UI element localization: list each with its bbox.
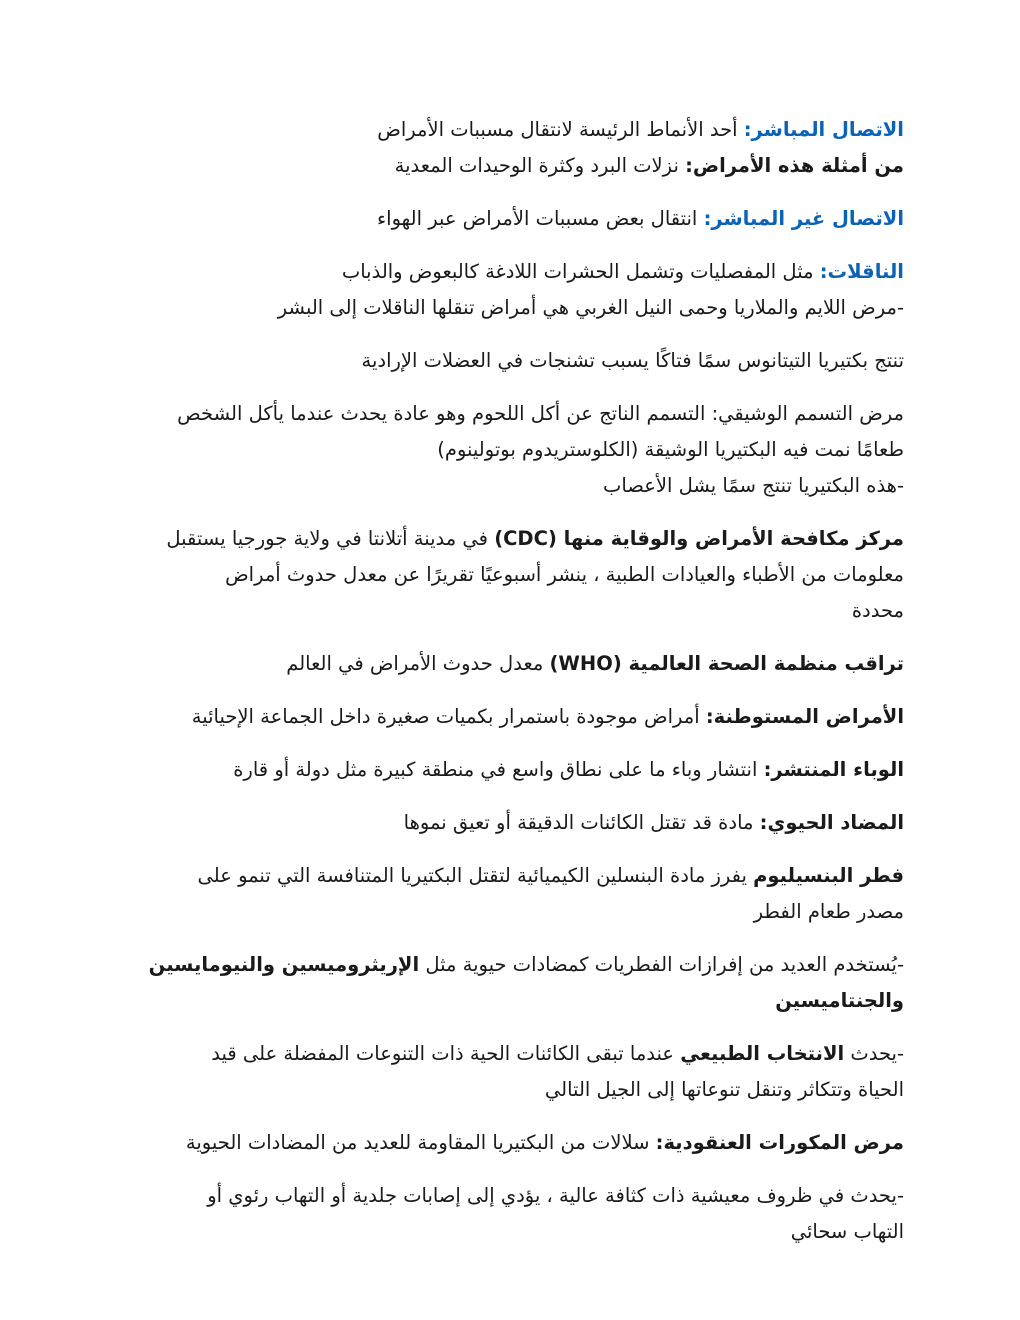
line <box>118 557 904 593</box>
line-text: مثل المفصليات وتشمل الحشرات اللادغة كالبعوض والذباب <box>341 260 820 283</box>
line-text: في مدينة أتلانتا في ولاية جورجيا يستقبل <box>166 527 495 550</box>
line-text: مرض التسمم الوشيقي: التسمم الناتج عن أكل اللحوم وهو عادة يحدث عندما يأكل الشخص <box>177 402 904 425</box>
line-text: نزلات البرد وكثرة الوحيدات المعدية <box>394 154 686 177</box>
paragraph-vectors <box>118 254 904 326</box>
line <box>118 254 904 290</box>
line <box>118 201 904 237</box>
line-text: -مرض اللايم والملاريا وحمى النيل الغربي هي أمراض تنقلها الناقلات إلى البشر <box>277 296 904 319</box>
document-page <box>118 112 904 1267</box>
term-label: مرض المكورات العنقودية: <box>655 1131 904 1154</box>
line <box>118 290 904 326</box>
line-text: التهاب سحائي <box>790 1220 904 1243</box>
line <box>118 752 904 788</box>
line <box>118 1214 904 1250</box>
line-text: معلومات من الأطباء والعيادات الطبية ، ينشر أسبوعيًا تقريرًا عن معدل حدوث أمراض <box>225 563 904 586</box>
line-text: تنتج بكتيريا التيتانوس سمًا فتاكًا يسبب تشنجات في العضلات الإرادية <box>361 349 904 372</box>
line <box>118 858 904 894</box>
line-text: -يحدث في ظروف معيشية ذات كثافة عالية ، يؤدي إلى إصابات جلدية أو التهاب رئوي أو <box>207 1184 904 1207</box>
line <box>118 646 904 682</box>
line <box>118 947 904 983</box>
line-text: انتشار وباء ما على نطاق واسع في منطقة كبيرة مثل دولة أو قارة <box>233 758 764 781</box>
paragraph-fungal-antibiotics <box>118 947 904 1019</box>
paragraph-botulism <box>118 396 904 504</box>
paragraph-penicillium <box>118 858 904 930</box>
paragraph-who <box>118 646 904 682</box>
line-text: -يحدث <box>844 1042 904 1065</box>
paragraph-tetanus <box>118 343 904 379</box>
line <box>118 1125 904 1161</box>
term-label: الاتصال غير المباشر: <box>703 207 904 230</box>
paragraph-natural-selection <box>118 1036 904 1108</box>
line-text: مادة قد تقتل الكائنات الدقيقة أو تعيق نموها <box>403 811 760 834</box>
paragraph-staph-conditions <box>118 1178 904 1250</box>
line <box>118 593 904 629</box>
term-label: فطر البنسيليوم <box>753 864 904 887</box>
term-label: المضاد الحيوي: <box>759 811 904 834</box>
line <box>118 805 904 841</box>
line-text: أمراض موجودة باستمرار بكميات صغيرة داخل الجماعة الإحيائية <box>191 705 706 728</box>
line-text: -هذه البكتيريا تنتج سمًا يشل الأعصاب <box>603 474 904 497</box>
line <box>118 468 904 504</box>
line <box>118 396 904 432</box>
term-label: الإريثروميسين والنيومايسين <box>148 953 420 976</box>
term-label: الوباء المنتشر: <box>763 758 904 781</box>
paragraph-direct-contact <box>118 112 904 184</box>
line-text: عندما تبقى الكائنات الحية ذات التنوعات المفضلة على قيد <box>211 1042 681 1065</box>
paragraph-endemic <box>118 699 904 735</box>
term-label: الناقلات: <box>819 260 904 283</box>
line <box>118 432 904 468</box>
line <box>118 894 904 930</box>
line <box>118 148 904 184</box>
line-text: أحد الأنماط الرئيسة لانتقال مسببات الأمراض <box>377 118 744 141</box>
term-label: تراقب منظمة الصحة العالمية (WHO) <box>549 652 904 675</box>
line-text: طعامًا نمت فيه البكتيريا الوشيقة (الكلوستريدوم بوتولينوم) <box>437 438 904 461</box>
line-text: انتقال بعض مسببات الأمراض عبر الهواء <box>377 207 704 230</box>
line <box>118 521 904 557</box>
paragraph-staph <box>118 1125 904 1161</box>
paragraph-indirect-contact <box>118 201 904 237</box>
term-label: من أمثلة هذه الأمراض: <box>685 154 904 177</box>
line <box>118 112 904 148</box>
paragraph-pandemic <box>118 752 904 788</box>
term-label: الاتصال المباشر: <box>743 118 904 141</box>
line-text: يفرز مادة البنسلين الكيميائية لتقتل البكتيريا المتنافسة التي تنمو على <box>197 864 754 887</box>
term-label: مركز مكافحة الأمراض والوقاية منها (CDC) <box>494 527 904 550</box>
line <box>118 983 904 1019</box>
paragraph-antibiotic <box>118 805 904 841</box>
line-text: معدل حدوث الأمراض في العالم <box>286 652 550 675</box>
term-label: الأمراض المستوطنة: <box>705 705 904 728</box>
line-text: -يُستخدم العديد من إفرازات الفطريات كمضادات حيوية مثل <box>419 953 904 976</box>
line-text: مصدر طعام الفطر <box>753 900 904 923</box>
paragraph-cdc <box>118 521 904 629</box>
line-text: سلالات من البكتيريا المقاومة للعديد من المضادات الحيوية <box>185 1131 656 1154</box>
term-label: الانتخاب الطبيعي <box>680 1042 845 1065</box>
line <box>118 699 904 735</box>
line-text: الحياة وتتكاثر وتنقل تنوعاتها إلى الجيل التالي <box>544 1078 904 1101</box>
line <box>118 1178 904 1214</box>
line <box>118 343 904 379</box>
line <box>118 1072 904 1108</box>
line-text: محددة <box>851 599 904 622</box>
term-label: والجنتاميسين <box>775 989 904 1012</box>
line <box>118 1036 904 1072</box>
